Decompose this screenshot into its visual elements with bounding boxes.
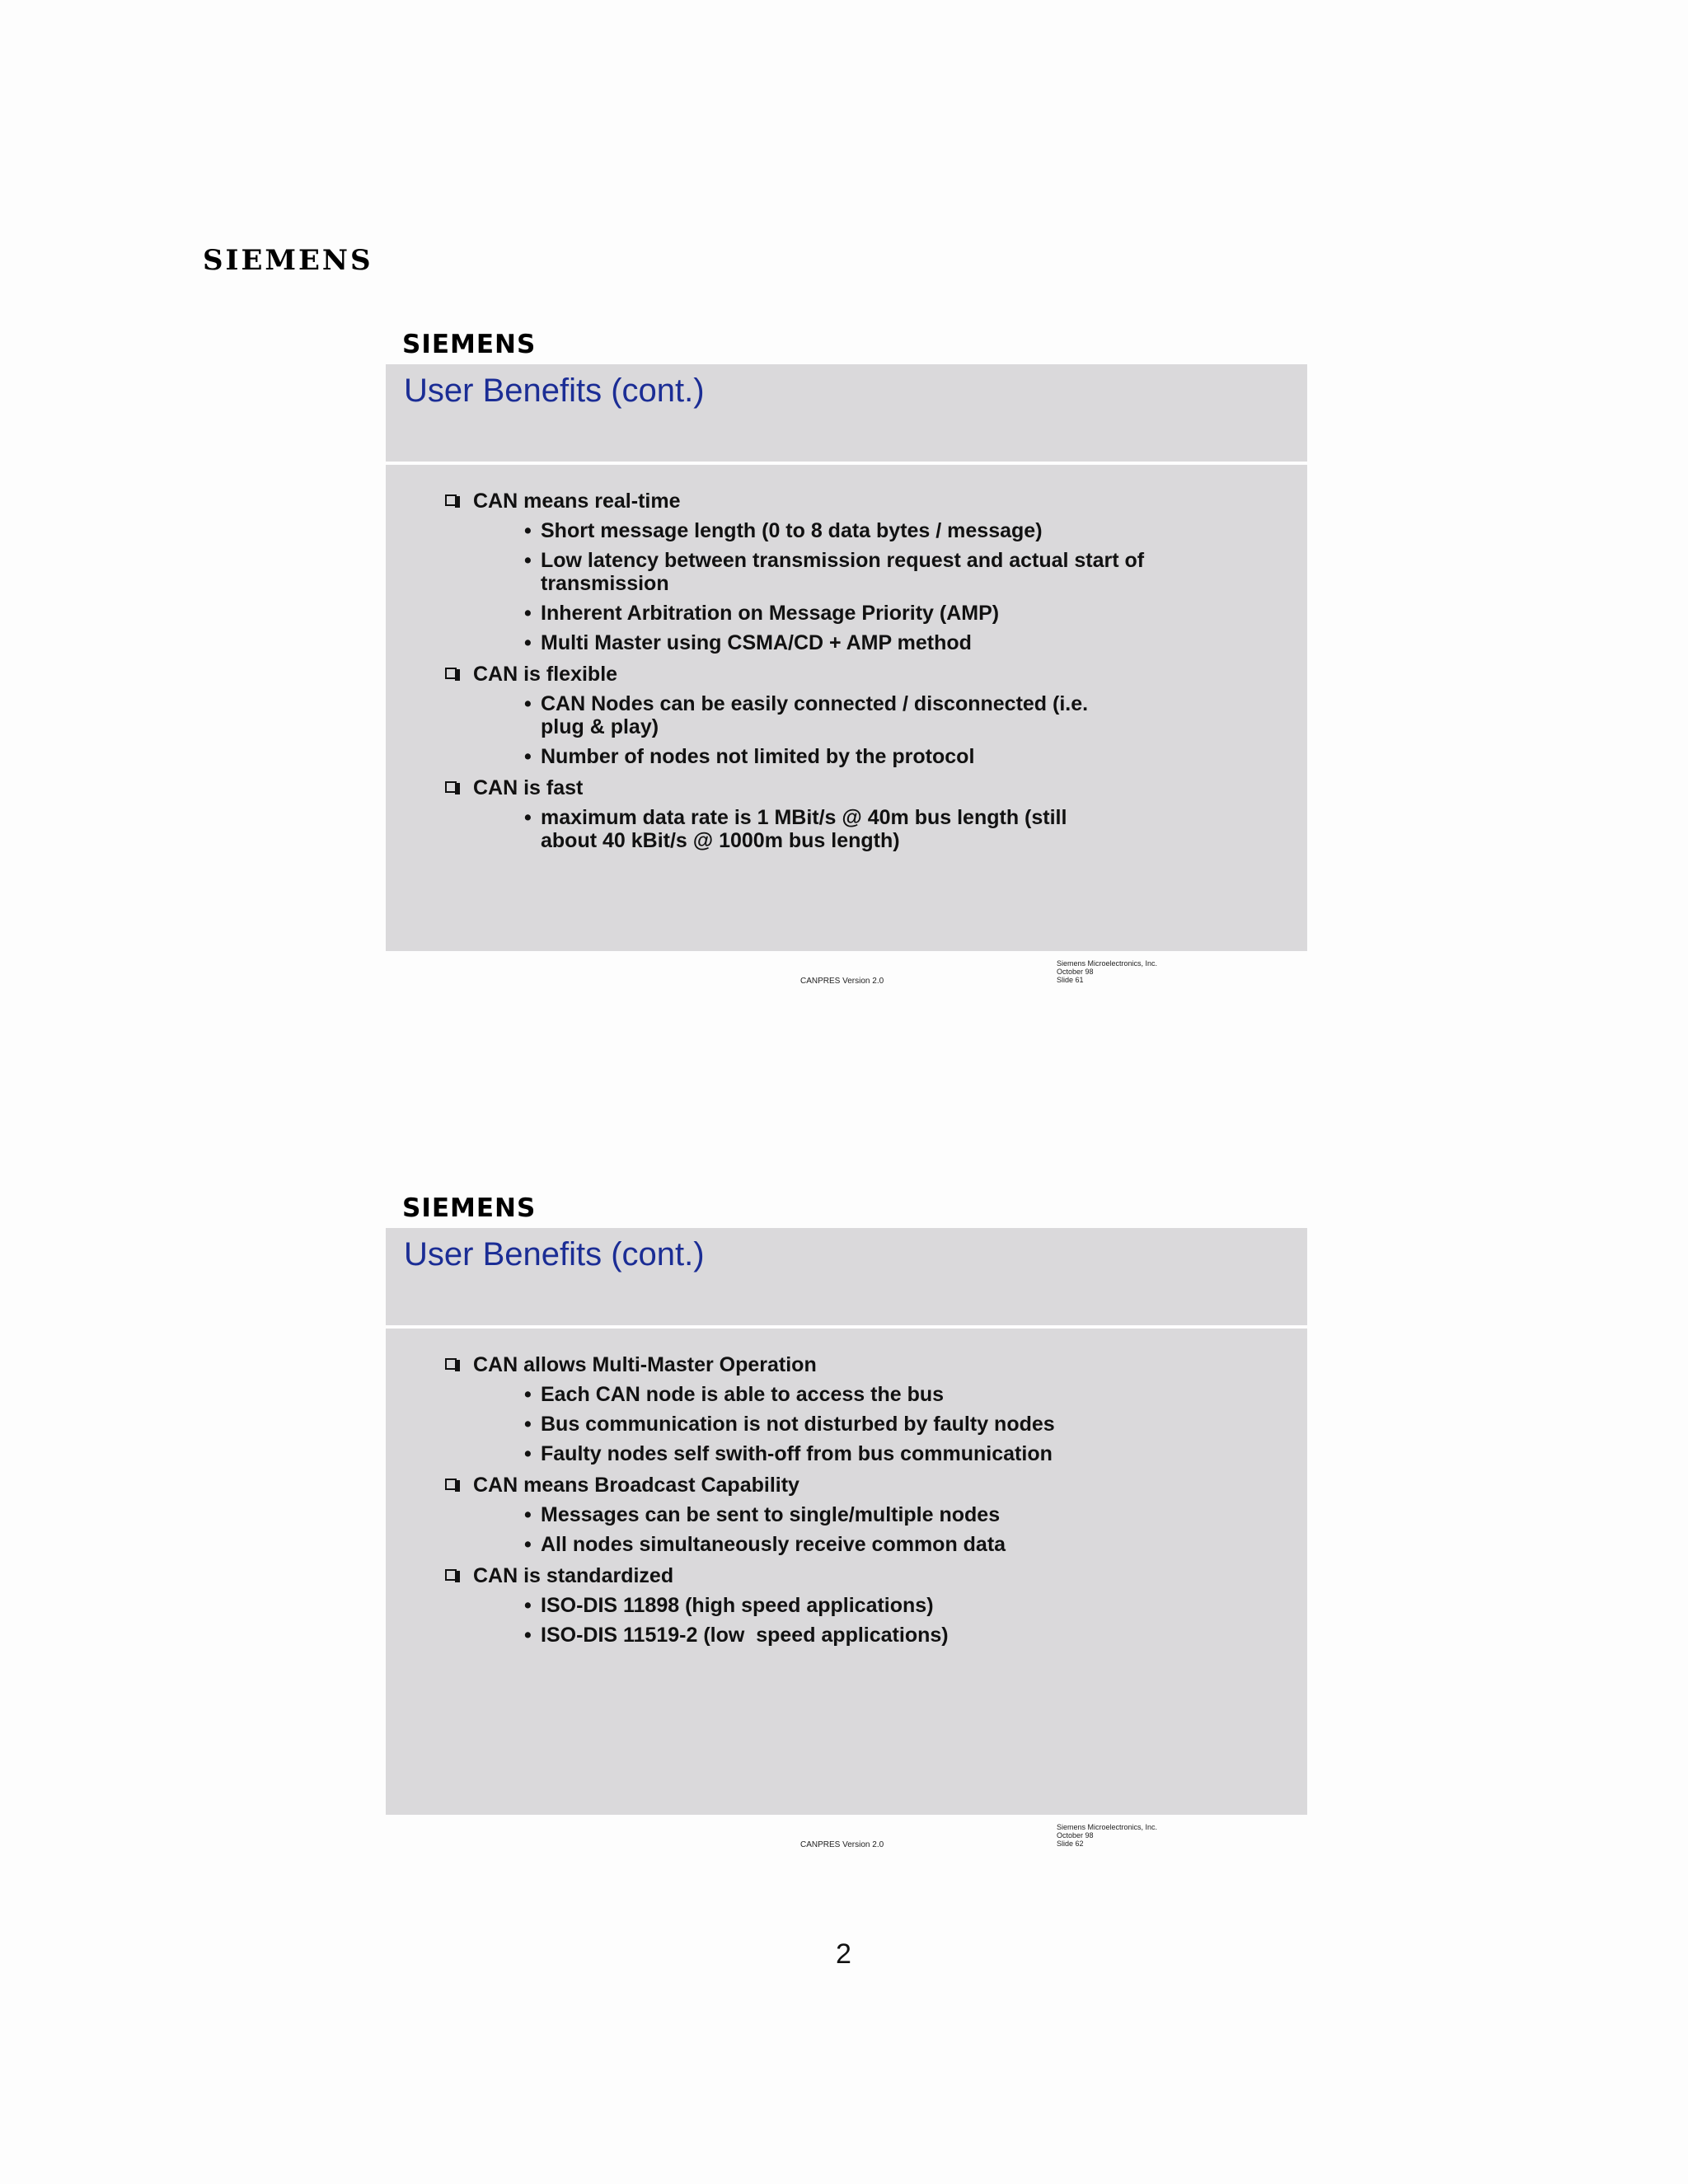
sub-bullet: • All nodes simultaneously receive common data (524, 1533, 1006, 1556)
slide-logo: SIEMENS (402, 330, 537, 359)
slide-61 (386, 330, 1307, 986)
page-logo: SIEMENS (203, 244, 373, 277)
title-band (386, 1228, 1307, 1325)
dot-bullet-icon: • (524, 1413, 532, 1436)
dot-bullet-icon: • (524, 602, 532, 625)
dot-bullet-icon: • (524, 1503, 532, 1526)
sub-bullet: • CAN Nodes can be easily connected / disconnected (i.e. plug & play) (524, 692, 1089, 738)
dot-bullet-icon: • (524, 1624, 532, 1647)
dot-bullet-icon: • (524, 692, 532, 715)
checkbox-bullet-icon (445, 781, 457, 793)
page-number: 2 (836, 1938, 851, 1970)
main-bullet: CAN means Broadcast Capability • Messages can be sent to single/multiple nodes • All nodes simultaneously receive common data (445, 1474, 1269, 1556)
dot-bullet-icon: • (524, 519, 532, 542)
dot-bullet-icon: • (524, 1533, 532, 1556)
checkbox-bullet-icon (445, 1358, 457, 1370)
checkbox-bullet-icon (445, 668, 457, 679)
title-band (386, 364, 1307, 462)
slide-body (386, 1329, 1307, 1815)
slide-62 (386, 1193, 1307, 1849)
main-bullet: CAN is flexible • CAN Nodes can be easily connected / disconnected (i.e. plug & play) • Number of nodes not limited by the protocol (445, 663, 1269, 768)
bullet-list (445, 1353, 1269, 1655)
sub-bullet: • Number of nodes not limited by the protocol (524, 745, 975, 768)
sub-bullet: • ISO-DIS 11519-2 (low speed applications) (524, 1624, 949, 1647)
sub-bullet: • maximum data rate is 1 MBit/s @ 40m bus length (still about 40 kBit/s @ 1000m bus length) (524, 806, 1067, 852)
dot-bullet-icon: • (524, 1442, 532, 1465)
dot-bullet-icon: • (524, 745, 532, 768)
sub-bullet: • ISO-DIS 11898 (high speed applications) (524, 1594, 934, 1617)
sub-bullet: • Low latency between transmission request and actual start of transmission (524, 549, 1145, 595)
dot-bullet-icon: • (524, 1383, 532, 1406)
sub-bullet: • Inherent Arbitration on Message Priority (AMP) (524, 602, 1000, 625)
sub-bullet: • Each CAN node is able to access the bus (524, 1383, 945, 1406)
footer-info: Siemens Microelectronics, Inc. October 98 Slide 61 (1057, 959, 1158, 984)
slide-body (386, 465, 1307, 951)
dot-bullet-icon: • (524, 1594, 532, 1617)
main-bullet: CAN is fast • maximum data rate is 1 MBit/s @ 40m bus length (still about 40 kBit/s @ 1000m bus length) (445, 776, 1269, 852)
sub-bullet: • Multi Master using CSMA/CD + AMP method (524, 631, 972, 654)
checkbox-bullet-icon (445, 1479, 457, 1490)
checkbox-bullet-icon (445, 494, 457, 506)
slide-logo: SIEMENS (402, 1193, 537, 1223)
main-bullet: CAN means real-time • Short message length (0 to 8 data bytes / message) • Low latency between transmission request and actual start of transmission • Inherent Arbitration on Message Priority (AMP) • Multi Master using CSMA/CD + AMP method (445, 490, 1269, 654)
sub-bullet: • Messages can be sent to single/multiple nodes (524, 1503, 1001, 1526)
sub-bullet: • Short message length (0 to 8 data bytes / message) (524, 519, 1043, 542)
slide-title: User Benefits (cont.) (404, 1236, 705, 1272)
sub-bullet: • Faulty nodes self swith-off from bus communication (524, 1442, 1053, 1465)
dot-bullet-icon: • (524, 549, 532, 572)
checkbox-bullet-icon (445, 1569, 457, 1581)
main-bullet: CAN allows Multi-Master Operation • Each CAN node is able to access the bus • Bus communication is not disturbed by faulty nodes • Faulty nodes self swith-off from bus communication (445, 1353, 1269, 1465)
sub-bullet: • Bus communication is not disturbed by faulty nodes (524, 1413, 1055, 1436)
footer-version: CANPRES Version 2.0 (800, 977, 884, 986)
slide-title: User Benefits (cont.) (404, 373, 705, 409)
dot-bullet-icon: • (524, 806, 532, 829)
footer-version: CANPRES Version 2.0 (800, 1840, 884, 1849)
footer-info: Siemens Microelectronics, Inc. October 98 Slide 62 (1057, 1823, 1158, 1848)
bullet-list (445, 490, 1269, 860)
dot-bullet-icon: • (524, 631, 532, 654)
main-bullet: CAN is standardized • ISO-DIS 11898 (high speed applications) • ISO-DIS 11519-2 (low speed applications) (445, 1564, 1269, 1647)
